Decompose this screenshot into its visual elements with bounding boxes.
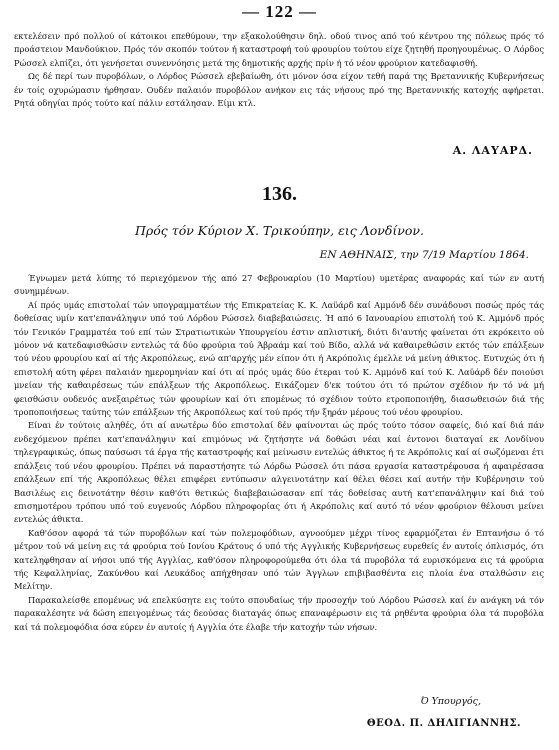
letter-body xyxy=(14,272,544,634)
body-paragraph-2: Αί πρός υμάς επιστολαί τών υπογραμματέων τής Επικρατείας Κ. Κ. Λαϋάρδ καί Αμμόνδ δέν συνάδουσι ποσώς πρός τάς δοθείσας υμίν κατ'επανάληψιν υπό τού Λόρδου Ρώσσελ διαβεβαιώσεις. Ή από 6 Ιανουαρίου επιστολή τού Κ. Αμμόνδ πρός τόν Γενικόν Γραμματέα τού επί τών Στρατιωτικών Υπουργείου έστιν απλιστική, διότι δι'αυτής φαίνεται ότι εκρόκειτο ού μόνον νά κατεδαφισθώσιν εντελώς τά δύο φρούρια τού Άβραάμ καί τού Βίδο, αλλά νά καθαιρεθώσιν εκτός τών επάλξεων τού νέου φρουρίου καί αί τής Ακροπόλεως, ενώ απ'αρχής μέν είπον ότι ή Ακρόπολις έμελλε νά μείνη άθικτος. Ευτυχώς ότι ή επιστολή αύτη φέρει παλαιάν ημερομηνίαν καί ότι αί πρός υμάς δύο έτεραι τού Κ. Αμμόνδ καί τού Κ. Λαϋάρδ δέν ποιούσι μνείαν τής καθαιρέσεως τών επάλξεων τής Ακροπόλεως. Εικάζομεν δ'εκ τούτου ότι τό πρώτον σχέδιον ήν τό νά μή φεισθώσιν ουδενός ανεξαιρέτως τών φρουρίων καί ότι επομένως τό σχέδιον τούτο ετροποποιήθη, διασωθεισών διά τής τροποποιήσεως ταύτης τών επάλξεων τής Ακροπόλεως καί τού πρός τήν ξηράν μέρους τού νέου φρουρίου. xyxy=(14,299,544,418)
page-number: — 122 — xyxy=(242,2,317,21)
body-paragraph-3: Είναι έν τούτοις αληθές, ότι αί ανωτέρω δύο επιστολαί δέν φαίνονται ώς πρός τούτο τόσον σαφείς, διό καί διά πάν ενδεχόμενον πρέπει κατ'επανάληψιν καί επιμόνως νά ζητήσητε νά δοθώσι νέαι καί έντονοι διαταγαί εκ Λονδίνου τηλεγραφικώς, όπως παύσωσι τά έργα τής καταστροφής καί μείνωσιν εντελώς άθικτος ή τε Ακρόπολις καί αί σωζόμεναι έτι επάλξεις τού νέου φρουρίου. Πρέπει νά παραστήσητε τώ Λόρδω Ρώσσελ ότι πάσα εργασία καταστρέφουσα ή αφαιρέσασα επάλξεων επί τής Ακροπόλεως θέλει επιφέρει εντύπωσιν αλγεινοτάτην καί θέλει θέσει καί αυτήν τήν Κυβέρνησιν τού Βασιλέως εις δεινοτάτην θέσιν καθ'ότι θετικώς διαβεβαιώσασαν επί τάς δοθείσας αυτή κατ'επανάληψιν καί διά τού επισημοτέρου τρόπου υπό τού ευγενούς Λόρδου πληροφορίας ότι ή Ακρόπολις καί αυτό τό νέον φρούριον θέλουσι μείνει εντελώς άθικτα. xyxy=(14,420,544,525)
letter-title: Πρός τόν Κύριον Χ. Τρικούπην, εις Λονδίνον. xyxy=(135,223,424,238)
letter-dateline: ΕΝ ΑΘΗΝΑΙΣ, την 7/19 Μαρτίου 1864. xyxy=(319,249,529,261)
body-paragraph-5: Παρακαλείσθε επομένως νά επελκύσητε εις τούτο σπουδαίως τήν προσοχήν τού Λόρδου Ρώσσελ καί έν ανάγκη νά τόν παρακαλέσητε νά δώση επειγομένως τάς δεούσας διαταγάς όπως επαναφέρωσιν εις τά ρηθέντα φρούρια όλα τά πυροβόλα καί τά πολεμοφόδια όσα εύρεν έν αυτοίς ή Αγγλία ότε έλαβε τήν κατοχήν τών νήσων. xyxy=(14,594,544,632)
previous-letter-signature: Α. ΛΑΥΑΡΔ. xyxy=(452,144,533,157)
letter-signature: ΘΕΟΔ. Π. ΔΗΛΙΓΙΑΝΝΗΣ. xyxy=(366,718,521,729)
prev-paragraph-2: Ως δέ περί των πυροβόλων, ο Λόρδος Ρώσσελ εβεβαίωθη, ότι μόνον όσα είχον τεθή παρά της Βρεταννικής Κυβερνήσεως έν τοίς οχυρώμασιν ήρθησαν. Ουδέν παλαιόν πυροβόλον ανήκον εις τάς νήσους πρό της Βρεταννικής κατοχής αφήρεται. Ρητά οδηγίαι πρός τούτο καί πάλιν εστάλησαν. Είμι κτλ. xyxy=(14,71,544,109)
letter-closing: Ό Υπουργός, xyxy=(420,696,481,707)
letter-number: 136. xyxy=(262,183,297,205)
body-paragraph-4: Καθ'όσον αφορά τά τών πυροβόλων καί τών πολεμοφόδιων, αγνοούμεν μέχρι τίνος εφαρμόζεται έν Επτανήσω ό τό μέτρον τού νά μείνη εις τά φρούρια τού Ιονίου Κράτους ό υπό τής Αγγλικής Κυβερνήσεως ευρεθείς έν αυτοίς όπλισμός, ότι κατεληφθησαν αί νήσοι υπό τής Αγγλίας, καθ'όσον πληροφορούμεθα ότι όλα τά πυροβόλα τά ευρισκόμενα εις τά φρούρια τής Κεφαλληνίας, Ζακύνθου καί Λευκάδος απήχθησαν υπό τών Άγγλων επιβιβασθέντα εις πλοία ένα σταλθώσιν εις Μελίτην. xyxy=(14,527,544,592)
previous-letter-text xyxy=(14,30,544,110)
body-paragraph-1: Έγνωμεν μετά λύπης τό περιεχόμενον τής από 27 Φεβρουαρίου (10 Μαρτίου) υμετέρας αναφοράς καί τών εν αυτή συνημμένων. xyxy=(14,273,544,297)
prev-paragraph-1: εκτελέσειν πρό πολλού οί κάτοικοι επεθύμουν, την εξακολούθησιν δηλ. οδού τινος από τού κέντρου της πόλεως πρός τό προάστειον Μανδούκιον. Πρός τόν σκοπόν τούτον ή καταστροφή τού φρουρίου τούτου είχε ζητηθή προηγουμένως. Ο Λόρδος Ρώσσελ ελπίζει, ότι γενήσεται συνεννόησις μετά της δημοτικής αρχής πρίν ή τό νέον φρούριον κατεδαφισθή. xyxy=(14,31,544,68)
